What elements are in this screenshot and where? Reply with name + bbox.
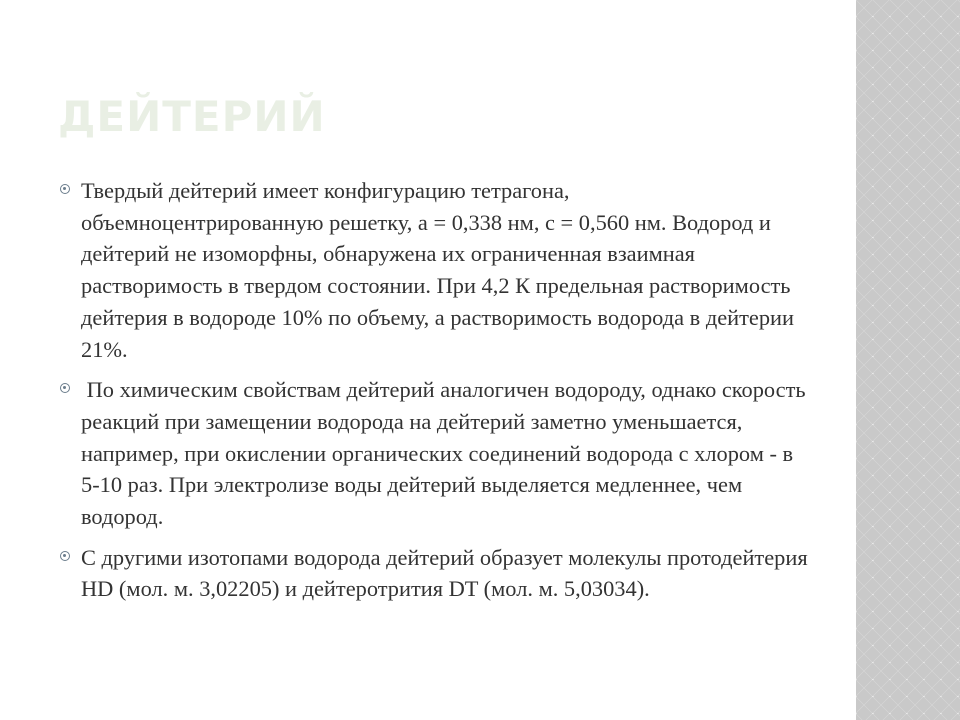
bullet-list <box>58 175 813 614</box>
bullet-text: По химическим свойствам дейтерий аналогичен водороду, однако скорость реакций при замещении водорода на дейтерий заметно уменьшается, например, при окислении органических соединений водорода с хлором - в 5-10 раз. При электролизе воды дейтерий выделяется медленнее, чем водород. <box>81 377 812 530</box>
slide-title: ДЕЙТЕРИЙ <box>58 92 326 141</box>
circle-bullet-icon <box>60 184 70 194</box>
bullet-item-chemical-properties <box>58 374 813 533</box>
circle-bullet-icon <box>60 551 70 561</box>
bullet-item-isotope-molecules <box>58 542 813 605</box>
circle-bullet-icon <box>60 383 70 393</box>
bullet-item-solid-deuterium <box>58 175 813 365</box>
bullet-text: Твердый дейтерий имеет конфигурацию тетрагона, объемноцентрированную решетку, а = 0,338 нм, с = 0,560 нм. Водород и дейтерий не изоморфны, обнаружена их ограниченная взаимная растворимость в твердом состоянии. При 4,2 К предельная растворимость дейтерия в водороде 10% по объему, а растворимость водорода в дейтерии 21%. <box>81 178 795 362</box>
bullet-text: С другими изотопами водорода дейтерий образует молекулы протодейтерия HD (мол. м. 3,02205) и дейтеротрития DT (мол. м. 5,03034). <box>81 544 808 602</box>
decorative-side-pattern <box>856 0 960 720</box>
